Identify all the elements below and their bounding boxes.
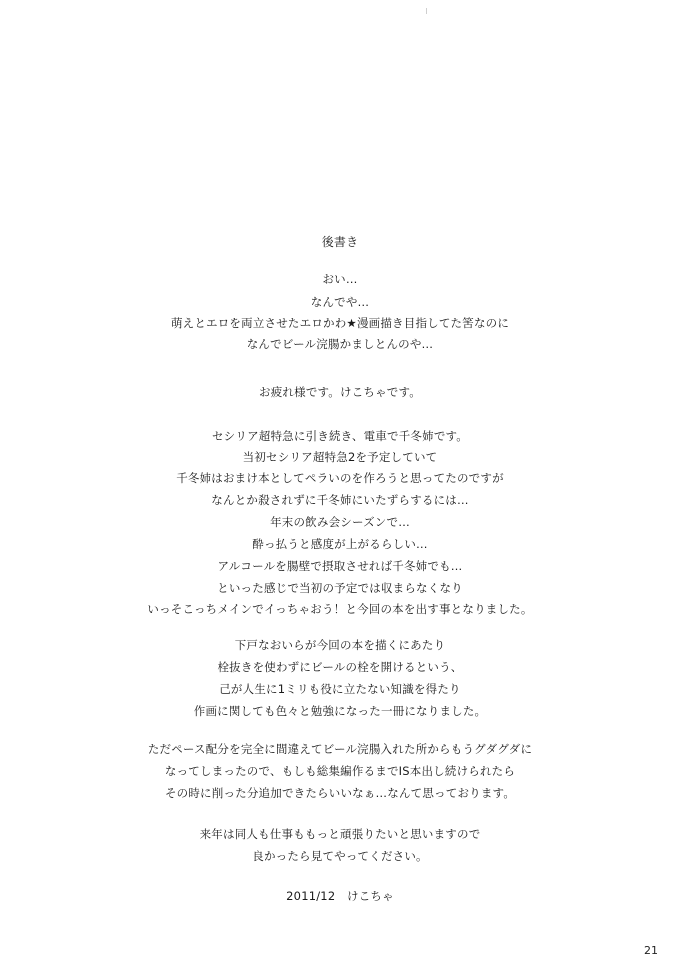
text-line: なんとか殺されずに千冬姉にいたずらするには…: [211, 493, 469, 507]
text-line: お疲れ様です。けこちゃです。: [259, 385, 421, 399]
text-line: 己が人生に1ミリも役に立たない知識を得たり: [219, 682, 461, 696]
text-line: ただペース配分を完全に間違えてビール浣腸入れた所からもうグダグダに: [147, 742, 533, 756]
text-line: 良かったら見てやってください。: [252, 849, 428, 863]
text-line: 作画に関しても色々と勉強になった一冊になりました。: [193, 704, 487, 718]
page-number: 21: [644, 944, 658, 957]
text-line: セシリア超特急に引き続き、電車で千冬姉です。: [211, 429, 469, 443]
text-line: アルコールを腸壁で摂取させれば千冬姉でも…: [217, 559, 463, 573]
text-line: なんでや…: [310, 295, 370, 309]
text-line: 来年は同人も仕事ももっと頑張りたいと思いますので: [199, 827, 481, 841]
text-line: おい…: [322, 272, 358, 286]
text-line: 千冬姉はおまけ本としてペラいのを作ろうと思ってたのですが: [176, 471, 504, 485]
text-line: なってしまったので、もしも総集編作るまでIS本出し続けられたら: [164, 764, 516, 778]
text-line: なんでビール浣腸かましとんのや…: [246, 337, 434, 351]
text-line: 下戸なおいらが今回の本を描くにあたり: [234, 638, 446, 652]
text-line: 萌えとエロを両立させたエロかわ★漫画描き目指してた筈なのに: [170, 316, 510, 330]
text-line: 当初セシリア超特急2を予定していて: [242, 450, 438, 464]
signature: 2011/12 けこちゃ: [286, 889, 394, 903]
text-line: 栓抜きを使わずにビールの栓を開けるという、: [217, 660, 463, 674]
text-line: その時に削った分追加できたらいいなぁ…なんて思っております。: [164, 786, 516, 800]
text-line: いっそこっちメインでイっちゃおう！と今回の本を出す事となりました。: [147, 602, 533, 616]
text-line: 酔っ払うと感度が上がるらしい…: [252, 537, 428, 551]
text-line: 年末の飲み会シーズンで…: [270, 515, 410, 529]
scan-mark: [426, 8, 427, 14]
text-line: といった感じで当初の予定では収まらなくなり: [217, 581, 463, 595]
afterword-title: 後書き: [321, 235, 359, 249]
